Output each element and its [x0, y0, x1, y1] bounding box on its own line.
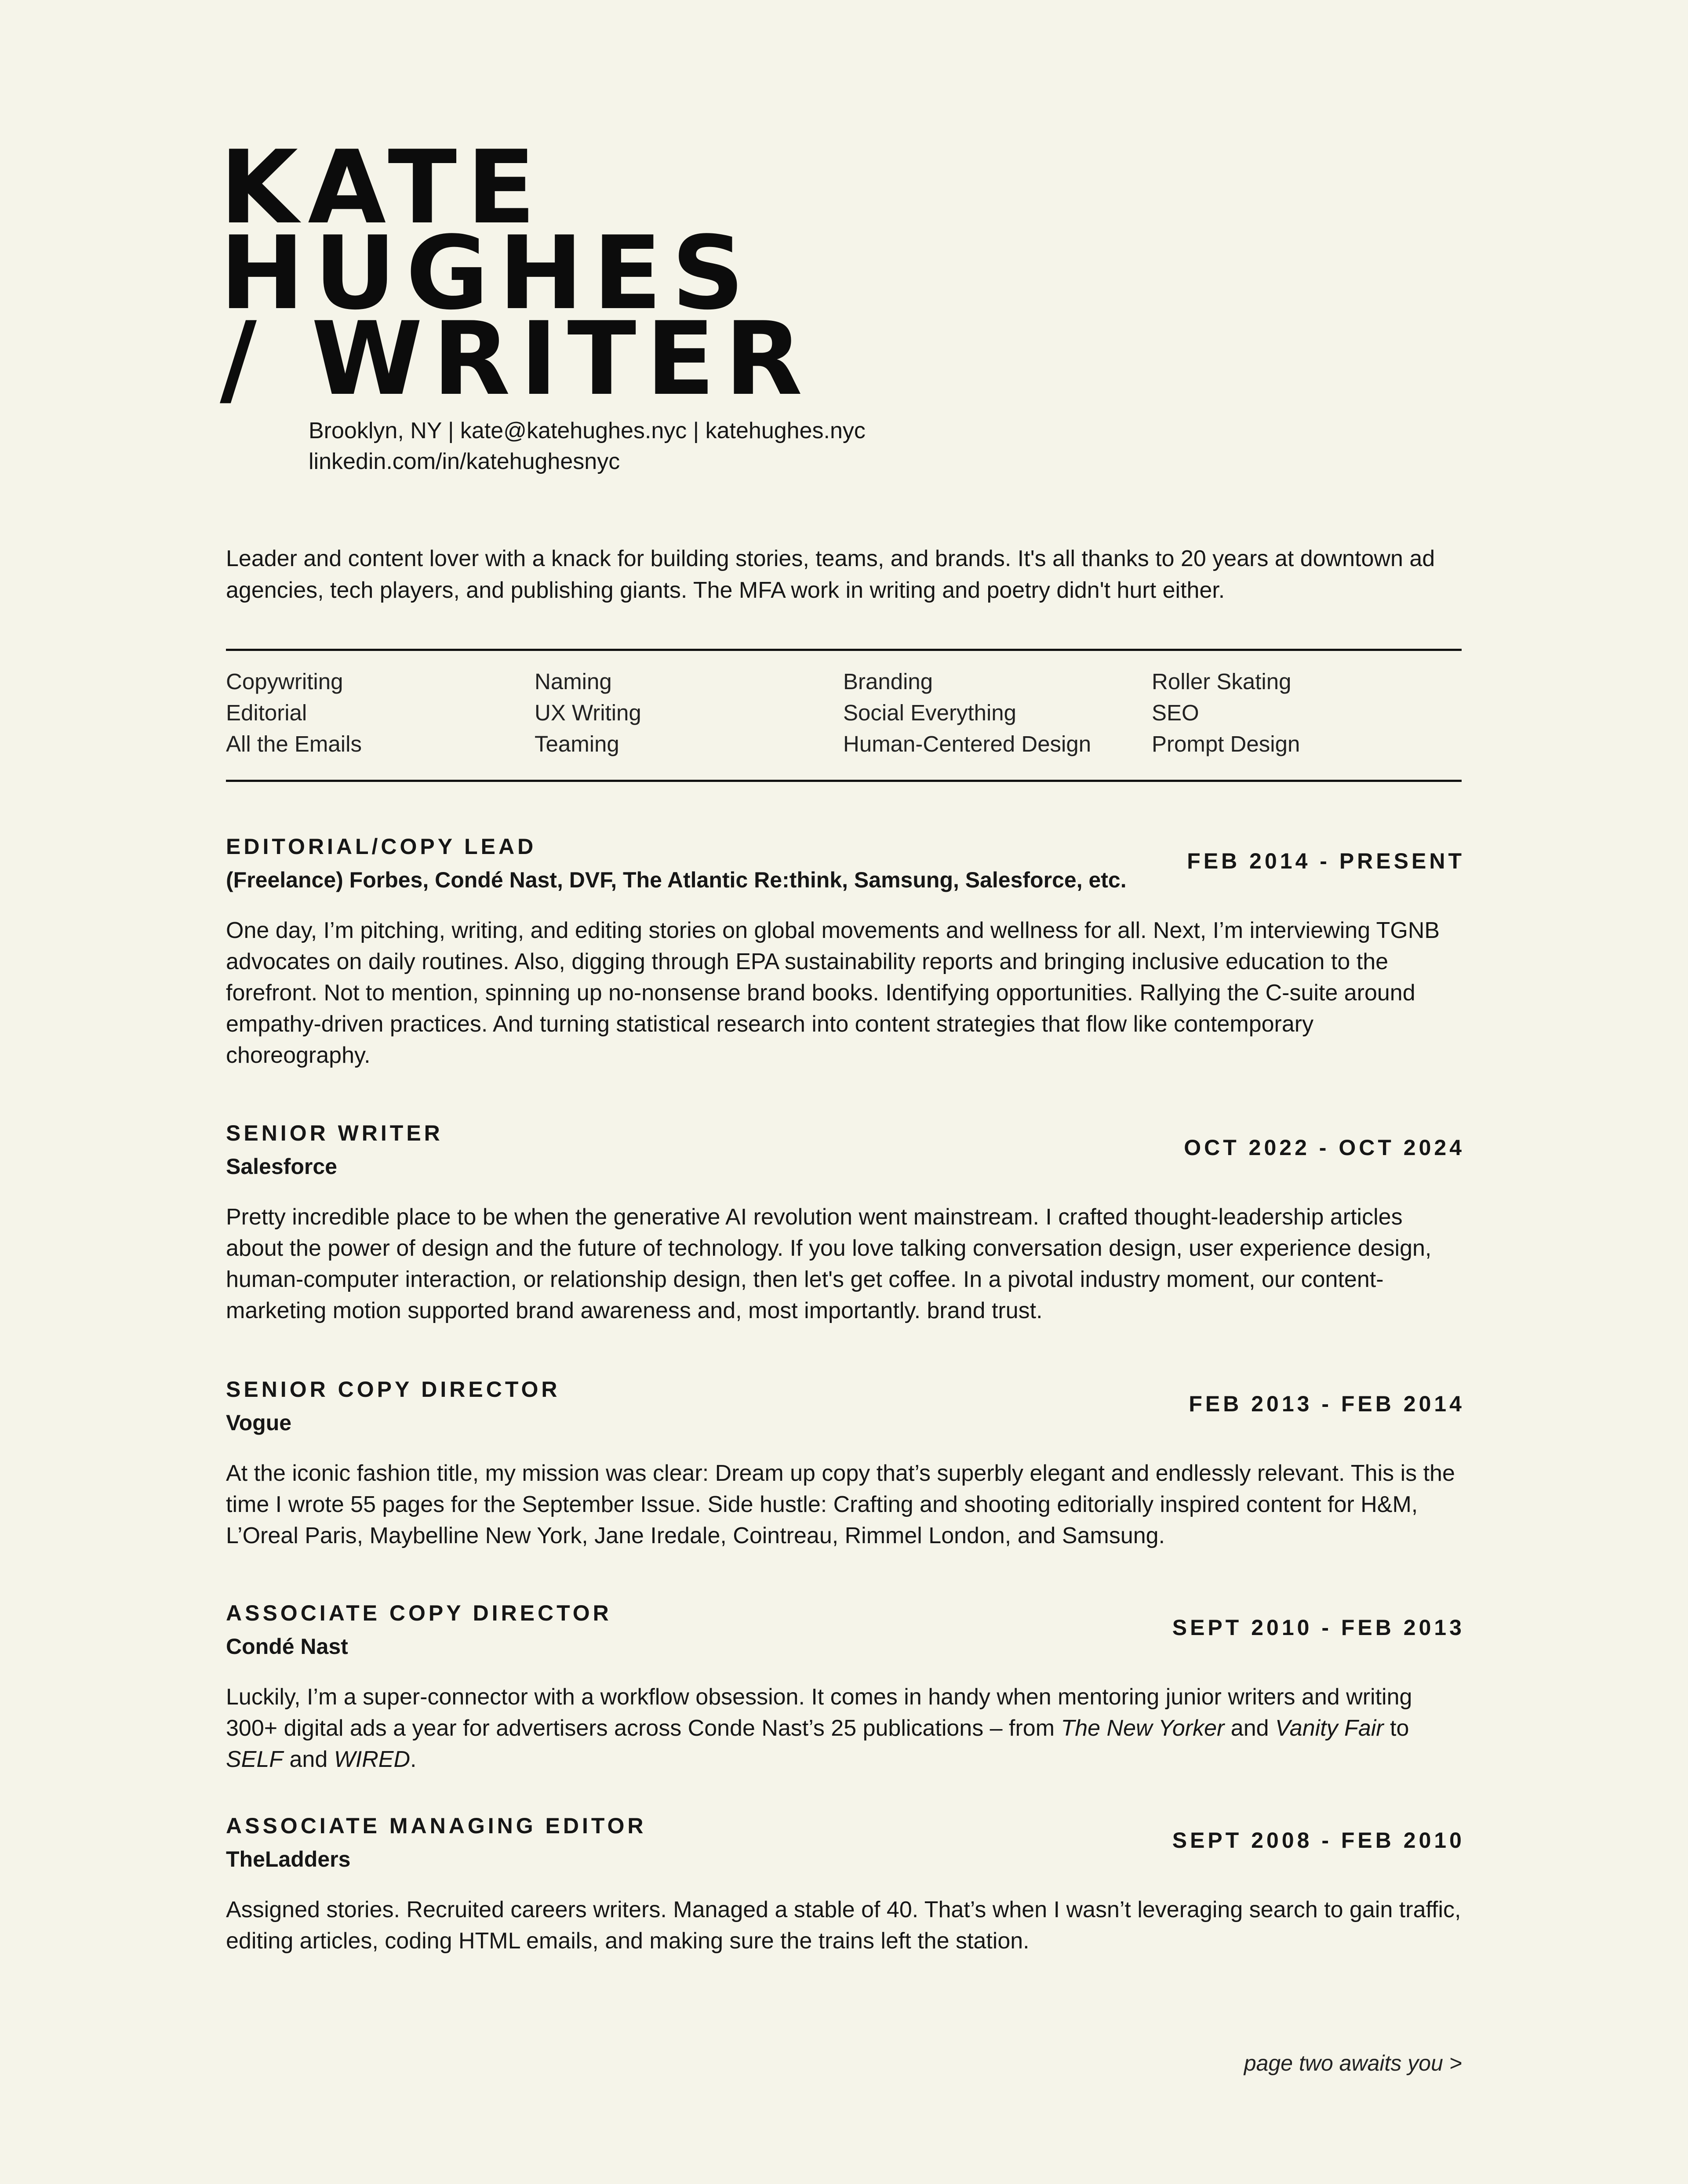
job-description: Luckily, I’m a super-connector with a workflow obsession. It comes in handy when mentoring junior writers and writing 300+ digital ads a year for advertisers across Conde Nast’s 25 publications – from The New Yorker and Vanity Fair to SELF and WIRED. [226, 1684, 1412, 1772]
job-dates: SEPT 2010 - FEB 2013 [1172, 1615, 1465, 1640]
contact-line-linkedin: linkedin.com/in/katehughesnyc [309, 449, 620, 474]
job-dates: SEPT 2008 - FEB 2010 [1172, 1828, 1465, 1853]
job-title: ASSOCIATE MANAGING EDITOR [226, 1813, 647, 1838]
job-company: TheLadders [226, 1847, 351, 1871]
job-description: One day, I’m pitching, writing, and editing stories on global movements and wellness for all. Next, I’m interviewing TGNB advocates on daily routines. Also, digging through EPA sustainability reports and bringing inclusive education to the forefront. Not to mention, spinning up no-nonsense brand books. Identifying opportunities. Rallying the C-suite around empathy-driven practices. And turning statistical research into content strategies that flow like contemporary choreography. [226, 918, 1440, 1068]
job-entry-editorial-copy-lead [226, 831, 1465, 1071]
job-dates: FEB 2014 - PRESENT [1187, 849, 1465, 873]
divider-bottom [226, 780, 1462, 782]
skill-item: Copywriting [226, 669, 343, 694]
job-entry-associate-copy-director [226, 1597, 1465, 1775]
job-description: Pretty incredible place to be when the generative AI revolution went mainstream. I crafted thought-leadership articles about the power of design and the future of technology. If you love talking conversation design, user experience design, human-computer interaction, or relationship design, then let's get coffee. In a pivotal industry moment, our content-marketing motion supported brand awareness and, most importantly. brand trust. [226, 1204, 1432, 1323]
skill-item: UX Writing [535, 700, 641, 725]
publication-name: SELF [226, 1747, 284, 1772]
publication-name: WIRED [334, 1747, 411, 1772]
job-description: At the iconic fashion title, my mission was clear: Dream up copy that’s superbly elegant and endlessly relevant. This is the time I wrote 55 pages for the September Issue. Side hustle: Crafting and shooting editorially inspired content for H&M, L’Oreal Paris, Maybelline New York, Jane Iredale, Cointreau, Rimmel London, and Samsung. [226, 1461, 1455, 1548]
name-last: HUGHES [220, 215, 754, 332]
job-entry-senior-copy-director [226, 1374, 1465, 1552]
job-description: Assigned stories. Recruited careers writers. Managed a stable of 40. That’s when I wasn’t leveraging search to gain traffic, editing articles, coding HTML emails, and making sure the trains left the station. [226, 1897, 1461, 1954]
job-entry-senior-writer [226, 1117, 1465, 1326]
job-company: Vogue [226, 1410, 292, 1435]
skill-item: Prompt Design [1152, 731, 1300, 756]
job-title: SENIOR COPY DIRECTOR [226, 1377, 560, 1402]
job-company: Salesforce [226, 1154, 337, 1179]
divider-top [226, 649, 1462, 651]
contact-line-location-email-site: Brooklyn, NY | kate@katehughes.nyc | katehughes.nyc [309, 418, 866, 443]
skills-column [843, 666, 1152, 759]
next-page-link[interactable]: page two awaits you > [1244, 2051, 1462, 2075]
job-company: (Freelance) Forbes, Condé Nast, DVF, The Atlantic Re:think, Samsung, Salesforce, etc. [226, 868, 1127, 892]
page-title [220, 129, 812, 418]
job-dates: OCT 2022 - OCT 2024 [1184, 1135, 1465, 1160]
contact-info [309, 415, 866, 477]
skill-item: SEO [1152, 700, 1199, 725]
skill-item: Editorial [226, 700, 307, 725]
skill-item: Roller Skating [1152, 669, 1291, 694]
publication-name: The New Yorker [1061, 1715, 1225, 1741]
summary-paragraph: Leader and content lover with a knack for building stories, teams, and brands. It's all thanks to 20 years at downtown ad agencies, tech players, and publishing giants. The MFA work in writing and poetry didn't hurt either. [226, 546, 1435, 603]
job-title: EDITORIAL/COPY LEAD [226, 834, 537, 859]
skill-item: Human-Centered Design [843, 731, 1091, 756]
job-title: ASSOCIATE COPY DIRECTOR [226, 1601, 612, 1625]
job-title: SENIOR WRITER [226, 1121, 443, 1145]
name-first: KATE [220, 129, 546, 247]
skills-column [535, 666, 843, 759]
publication-name: Vanity Fair [1275, 1715, 1384, 1741]
skill-item: Branding [843, 669, 933, 694]
skills-column [226, 666, 535, 759]
job-entry-associate-managing-editor [226, 1810, 1465, 1957]
skill-item: Naming [535, 669, 612, 694]
skills-grid [226, 666, 1462, 759]
skill-item: All the Emails [226, 731, 362, 756]
job-company: Condé Nast [226, 1634, 348, 1659]
role-title: / WRITER [220, 301, 812, 418]
job-dates: FEB 2013 - FEB 2014 [1189, 1392, 1465, 1416]
skill-item: Social Everything [843, 700, 1017, 725]
skill-item: Teaming [535, 731, 619, 756]
skills-column [1152, 666, 1462, 759]
